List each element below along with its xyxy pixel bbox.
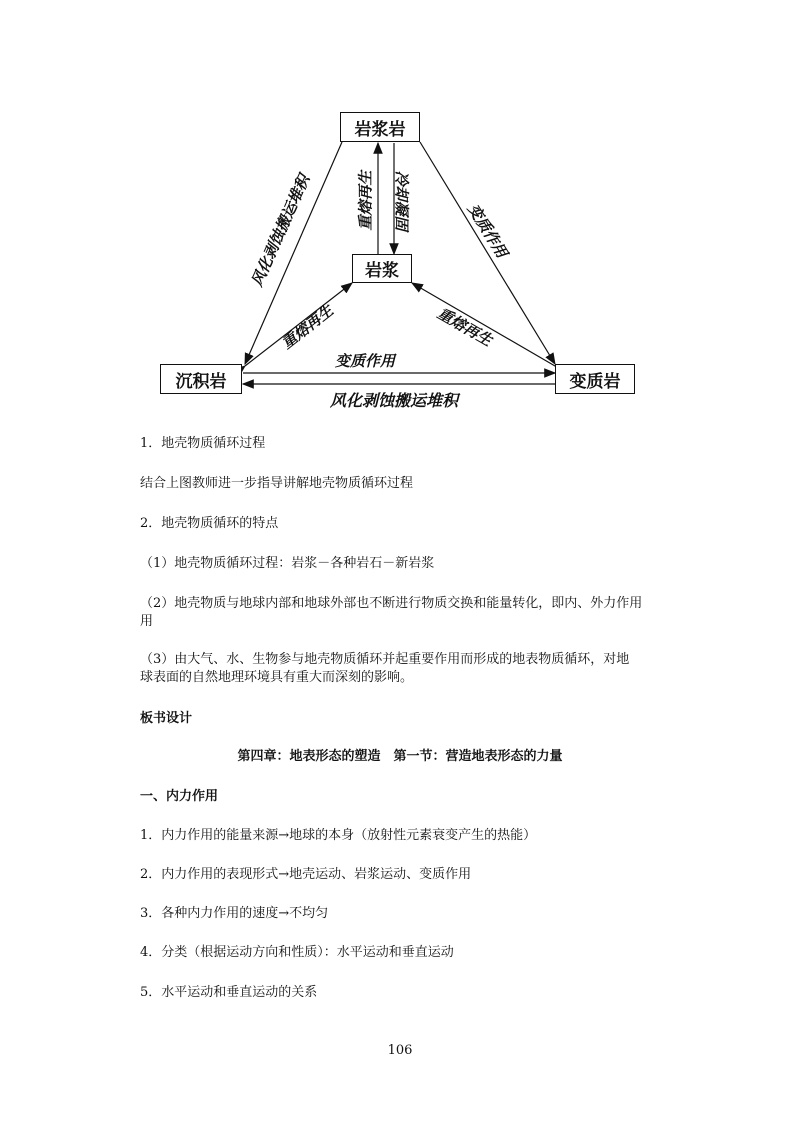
item-4: 4．分类（根据运动方向和性质）：水平运动和垂直运动 (140, 945, 454, 960)
node-magma: 岩浆 (352, 254, 412, 283)
label-left-side: 风化剥蚀搬运堆积 (247, 172, 314, 290)
label-bottom-bottom: 风化剥蚀搬运堆积 (330, 391, 459, 410)
paragraph-6-cont: 球表面的自然地理环境具有重大而深刻的影响。 (140, 670, 414, 685)
label-bottom-top: 变质作用 (335, 352, 396, 370)
paragraph-4: （1）地壳物质循环过程：岩浆－各种岩石－新岩浆 (140, 556, 435, 571)
section-heading: 一、内力作用 (140, 789, 219, 804)
label-top-magma-left: 重熔再生 (356, 170, 375, 231)
paragraph-3: 2．地壳物质循环的特点 (140, 516, 279, 531)
item-2: 2．内力作用的表现形式→地壳运动、岩浆运动、变质作用 (140, 867, 472, 882)
paragraph-1: 1．地壳物质循环过程 (140, 436, 266, 451)
label-top-magma-right: 冷却凝固 (392, 170, 411, 231)
node-metamorphic-rock: 变质岩 (555, 364, 635, 394)
rock-cycle-diagram (0, 0, 800, 420)
paragraph-5: （2）地壳物质与地球内部和地球外部也不断进行物质交换和能量转化，即内、外力作用 (140, 596, 643, 611)
item-5: 5．水平运动和垂直运动的关系 (140, 985, 318, 1000)
paragraph-2: 结合上图教师进一步指导讲解地壳物质循环过程 (140, 476, 414, 491)
item-3: 3．各种内力作用的速度→不均匀 (140, 906, 329, 921)
paragraph-5-cont: 用 (140, 614, 154, 629)
label-magma-left: 重熔再生 (278, 301, 337, 353)
paragraph-6: （3）由大气、水、生物参与地壳物质循环并起重要作用而形成的地表物质循环，对地 (140, 652, 630, 667)
label-right-side: 变质作用 (464, 200, 512, 261)
board-design-heading: 板书设计 (140, 711, 193, 726)
node-magmatic-rock: 岩浆岩 (340, 112, 420, 142)
label-magma-right: 重熔再生 (434, 304, 496, 350)
page-number: 106 (387, 1043, 413, 1058)
item-1: 1．内力作用的能量来源→地球的本身（放射性元素衰变产生的热能） (140, 828, 537, 843)
node-sedimentary-rock: 沉积岩 (160, 364, 242, 394)
chapter-title: 第四章：地表形态的塑造 第一节：营造地表形态的力量 (237, 749, 563, 764)
